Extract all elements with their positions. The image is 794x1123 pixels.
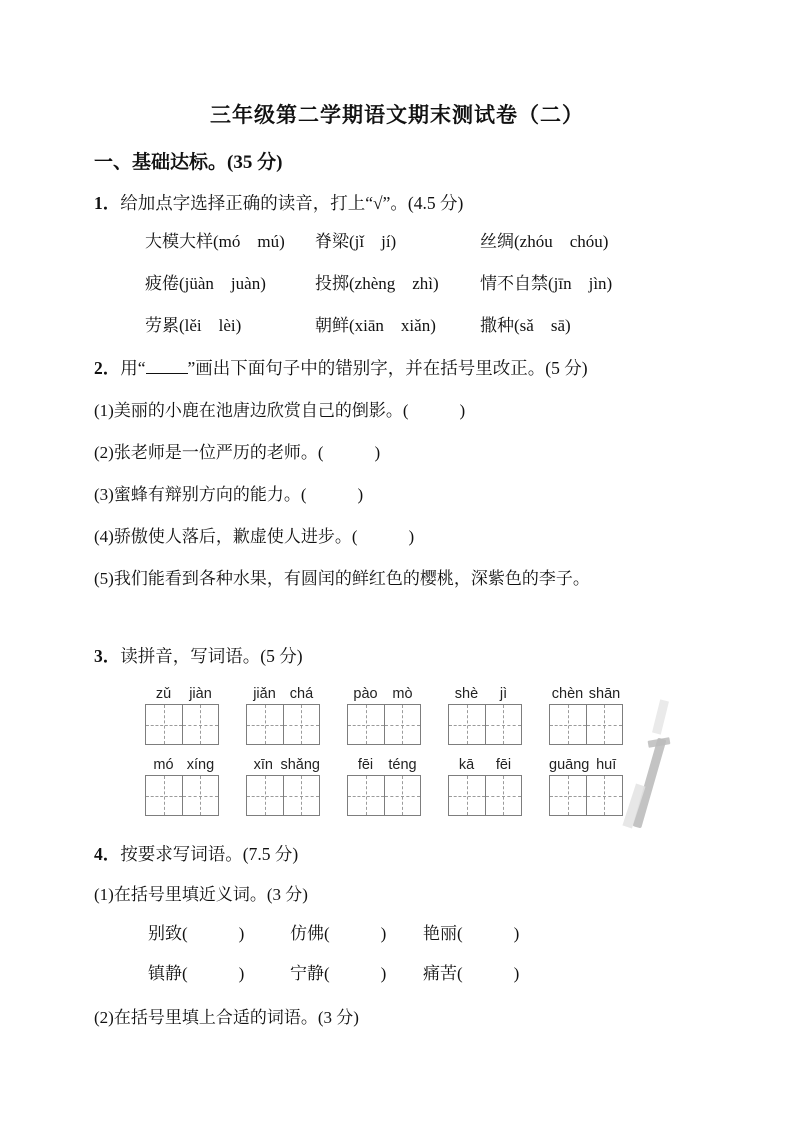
grid-cell [182, 776, 219, 815]
q2-item-5: (5)我们能看到各种水果，有圆闰的鲜红色的樱桃，深紫色的李子。 [94, 569, 590, 588]
pronunciation-row [145, 273, 794, 295]
grid-cell [348, 705, 384, 744]
q2-item-2: (2)张老师是一位严历的老师。( ) [94, 443, 381, 462]
writing-grid [347, 775, 421, 816]
grid-cell [182, 705, 219, 744]
paren-blank: ( ) [457, 964, 520, 983]
pronunciation-cell: 撒种(sǎ sā) [480, 316, 571, 335]
pronunciation-row [145, 315, 794, 337]
grid-cell [348, 776, 384, 815]
pronunciation-cell: 丝绸(zhóu chóu) [480, 232, 609, 251]
pronunciation-cell: 朝鲜(xiān xiǎn) [315, 316, 436, 335]
grid-cell [485, 776, 522, 815]
writing-grid [549, 704, 623, 745]
grid-cell [283, 705, 320, 744]
q3-text: 读拼音，写词语。(5 分) [120, 646, 303, 666]
q1-number: 1． [94, 193, 121, 213]
grid-cell [586, 776, 623, 815]
pinyin-label: mó xíng [153, 757, 215, 773]
grid-cell [449, 776, 485, 815]
q2-item-3: (3)蜜蜂有辩别方向的能力。( ) [94, 485, 364, 504]
pronunciation-cell: 劳累(lěi lèi) [145, 316, 242, 335]
writing-grid [448, 775, 522, 816]
paren-blank: ( ) [182, 964, 245, 983]
pronunciation-cell: 脊梁(jǐ jí) [315, 232, 397, 251]
question-4-line [94, 842, 794, 866]
grid-cell [283, 776, 320, 815]
grid-cell [449, 705, 485, 744]
pinyin-label: pào mò [353, 686, 413, 702]
grid-cell [247, 776, 283, 815]
grid-cell [550, 705, 586, 744]
grid-cell [247, 705, 283, 744]
q2-text-post: ”画出下面句子中的错别字，并在括号里改正。(5 分) [187, 358, 588, 378]
writing-grid [347, 704, 421, 745]
writing-grid [246, 704, 320, 745]
grid-cell [146, 776, 182, 815]
page-title: 三年级第二学期语文期末测试卷（二） [210, 103, 584, 127]
writing-grid [448, 704, 522, 745]
pronunciation-cell: 投掷(zhèng zhì) [315, 274, 439, 293]
blank-line [146, 356, 188, 374]
question-3-line [94, 644, 794, 668]
pinyin-label: chèn shān [551, 686, 621, 702]
pinyin-label: guāng huī [549, 757, 617, 773]
writing-grid-row [145, 775, 794, 816]
synonym-item: 宁静( ) [290, 964, 387, 983]
q1-text: 给加点字选择正确的读音，打上“√”。(4.5 分) [120, 193, 464, 213]
pinyin-label-row [145, 755, 794, 775]
pinyin-label: shè jì [454, 686, 508, 702]
writing-grid [145, 775, 219, 816]
pronunciation-cell: 情不自禁(jīn jìn) [480, 274, 613, 293]
q4-sub-item-2: (2)在括号里填上合适的词语。(3 分) [94, 1008, 359, 1027]
synonym-item: 仿佛( ) [290, 924, 387, 943]
section-heading: 一、基础达标。(35 分) [94, 152, 283, 173]
synonym-item: 痛苦( ) [423, 964, 520, 983]
grid-cell [384, 776, 421, 815]
synonym-item: 别致( ) [148, 924, 245, 943]
writing-grid [549, 775, 623, 816]
pinyin-label: kā fēi [458, 757, 512, 773]
question-1-line [94, 191, 794, 215]
paren-blank: ( ) [182, 924, 245, 943]
grid-cell [586, 705, 623, 744]
writing-grid [145, 704, 219, 745]
pronunciation-cell: 疲倦(jüàn juàn) [145, 274, 266, 293]
grid-cell [146, 705, 182, 744]
synonym-item: 镇静( ) [148, 964, 245, 983]
paren-blank: ( ) [324, 964, 387, 983]
pinyin-writing-grids [145, 684, 794, 816]
q2-item-4: (4)骄傲使人落后，歉虚使人进步。( ) [94, 527, 415, 546]
pronunciation-cell: 大模大样(mó mú) [145, 232, 285, 251]
synonym-item: 艳丽( ) [423, 924, 520, 943]
pronunciation-table [145, 231, 794, 337]
paren-blank: ( ) [324, 924, 387, 943]
q3-number: 3． [94, 646, 121, 666]
q4-sub-item-1: (1)在括号里填近义词。(3 分) [94, 885, 308, 904]
synonym-row [148, 922, 794, 945]
writing-grid-row [145, 704, 794, 745]
grid-cell [485, 705, 522, 744]
q2-item-1: (1)美丽的小鹿在池唐边欣赏自己的倒影。( ) [94, 401, 466, 420]
synonym-row [148, 962, 794, 985]
q2-text-pre: 用“ [120, 358, 146, 378]
q4-number: 4． [94, 844, 121, 864]
pinyin-label: xīn shǎng [253, 757, 320, 773]
pinyin-label: zǔ jiàn [155, 686, 212, 702]
writing-grid [246, 775, 320, 816]
paren-blank: ( ) [457, 924, 520, 943]
pinyin-label: fēi téng [357, 757, 417, 773]
question-2-line [94, 356, 794, 380]
q2-number: 2． [94, 358, 121, 378]
q4-text: 按要求写词语。(7.5 分) [120, 844, 299, 864]
pinyin-label-row [145, 684, 794, 704]
pronunciation-row [145, 231, 794, 253]
grid-cell [550, 776, 586, 815]
grid-cell [384, 705, 421, 744]
pinyin-label: jiǎn chá [253, 686, 314, 702]
